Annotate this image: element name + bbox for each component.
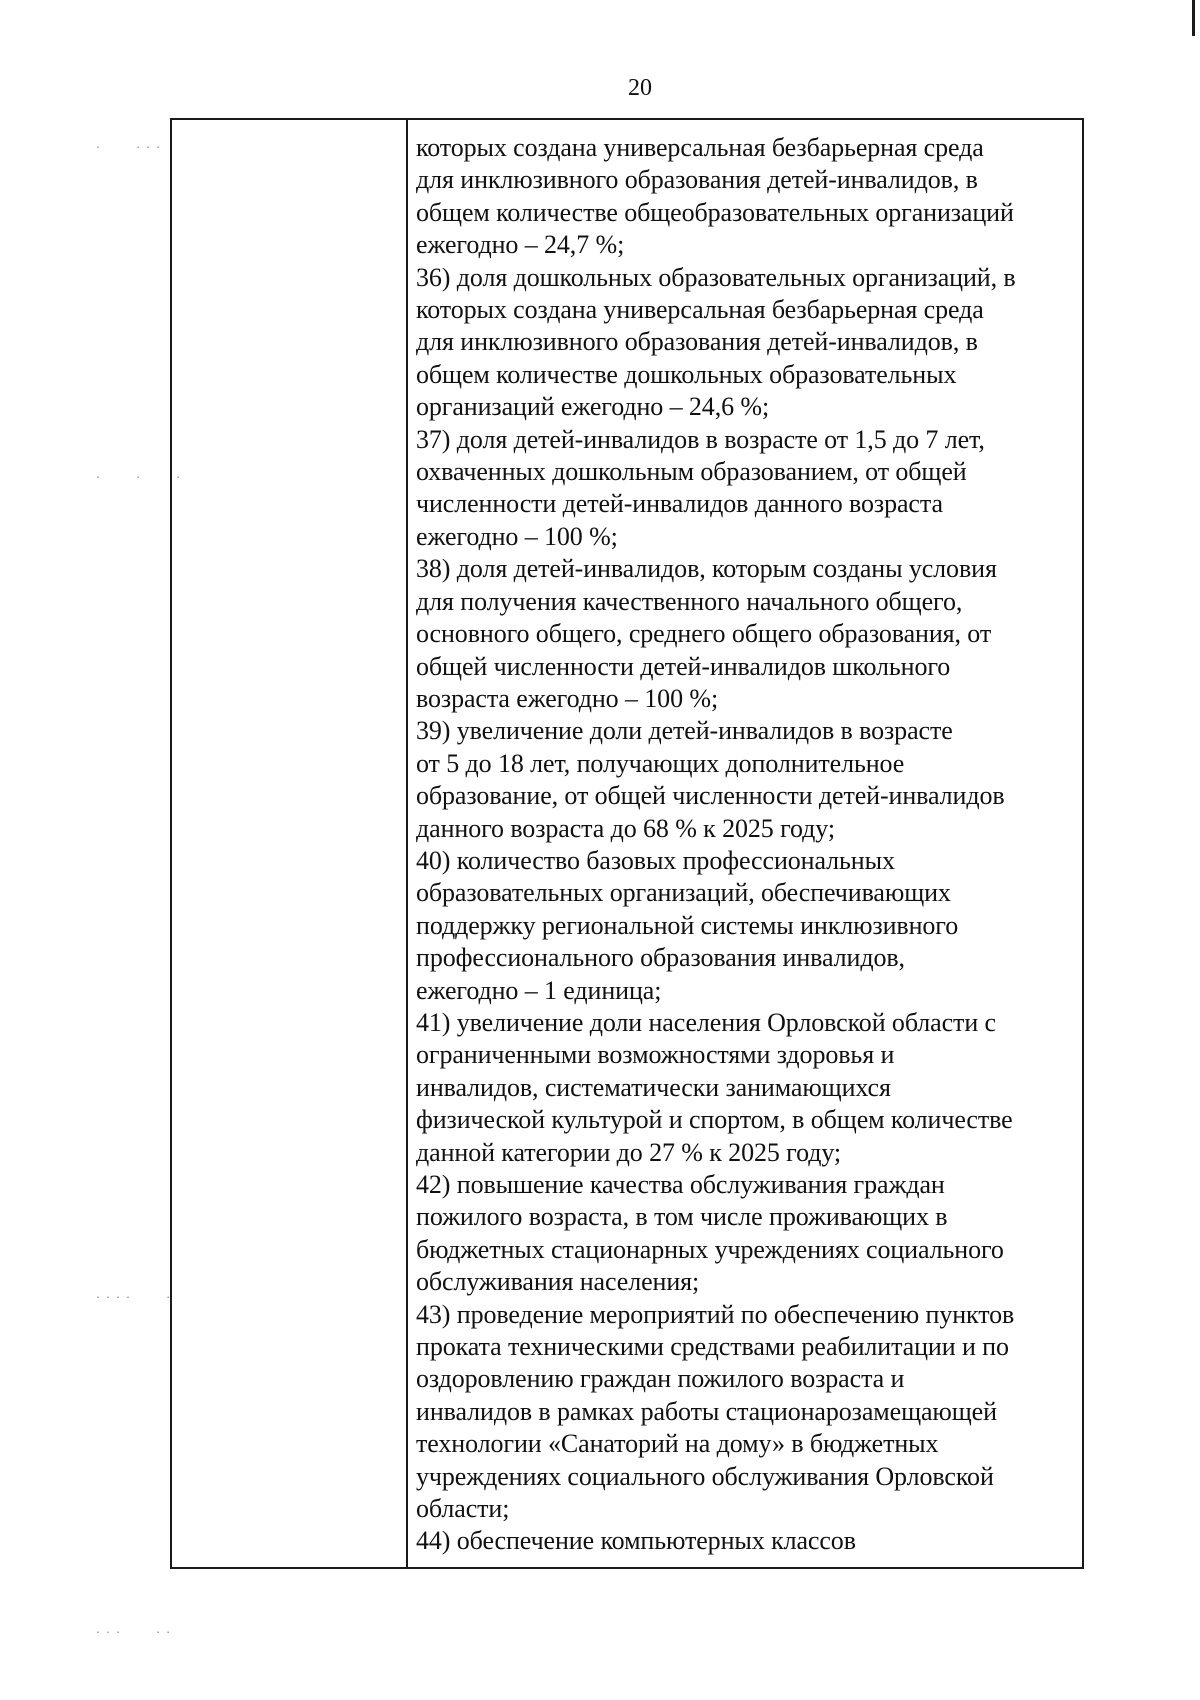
- text-line: инвалидов, систематически занимающихся: [416, 1072, 891, 1102]
- text-line: инвалидов в рамках работы стационарозамещающей: [416, 1396, 997, 1426]
- text-line: физической культурой и спортом, в общем количестве: [416, 1105, 1013, 1135]
- text-line: 36) доля дошкольных образовательных организаций, в: [416, 262, 1016, 292]
- document-table: [170, 118, 1084, 1569]
- scan-noise-dots: ... ..: [95, 1625, 176, 1636]
- text-line: поддержку региональной системы инклюзивного: [416, 910, 959, 940]
- text-line: технологии «Санаторий на дому» в бюджетных: [416, 1429, 939, 1459]
- text-line: образование, от общей численности детей-инвалидов: [416, 781, 1005, 811]
- text-line: возраста ежегодно – 100 %;: [416, 683, 719, 713]
- text-line: 43) проведение мероприятий по обеспечению пунктов: [416, 1299, 1015, 1329]
- text-line: области;: [416, 1494, 510, 1524]
- text-line: ежегодно – 1 единица;: [416, 975, 662, 1005]
- text-line: для инклюзивного образования детей-инвалидов, в: [416, 165, 978, 195]
- text-line: основного общего, среднего общего образования, от: [416, 619, 992, 649]
- text-line: профессионального образования инвалидов,: [416, 943, 905, 973]
- text-line: от 5 до 18 лет, получающих дополнительное: [416, 748, 905, 778]
- table-left-column: [172, 120, 408, 1567]
- text-line: оздоровлению граждан пожилого возраста и: [416, 1364, 905, 1394]
- text-line: 39) увеличение доли детей-инвалидов в возрасте: [416, 716, 953, 746]
- scan-edge-mark: [1192, 0, 1195, 36]
- text-line: охваченных дошкольным образованием, от общей: [416, 457, 967, 487]
- text-line: образовательных организаций, обеспечивающих: [416, 878, 951, 908]
- text-line: учреждениях социального обслуживания Орловской: [416, 1461, 994, 1491]
- text-line: данной категории до 27 % к 2025 году;: [416, 1137, 842, 1167]
- text-line: 42) повышение качества обслуживания граждан: [416, 1170, 945, 1199]
- text-line: 41) увеличение доли населения Орловской области с: [416, 1007, 996, 1037]
- text-line: которых создана универсальная безбарьерная среда: [416, 295, 984, 325]
- text-line: обслуживания населения;: [416, 1267, 700, 1297]
- page-number: 20: [628, 75, 652, 101]
- text-line: ограниченными возможностями здоровья и: [416, 1040, 895, 1070]
- text-line: для получения качественного начального общего,: [416, 586, 963, 616]
- text-line: 44) обеспечение компьютерных классов: [416, 1526, 856, 1556]
- text-line: ежегодно – 100 %;: [416, 521, 618, 551]
- scan-noise-dots: .... .: [95, 1290, 176, 1301]
- table-right-column: [408, 120, 1082, 1567]
- text-line: организаций ежегодно – 24,6 %;: [416, 392, 770, 422]
- text-line: 38) доля детей-инвалидов, которым созданы условия: [416, 554, 997, 584]
- text-line: пожилого возраста, в том числе проживающих в: [416, 1202, 948, 1232]
- text-line: бюджетных стационарных учреждениях социального: [416, 1234, 1004, 1264]
- text-line: данного возраста до 68 % к 2025 году;: [416, 813, 835, 843]
- scan-noise-dots: . ...: [95, 140, 166, 151]
- text-line: 37) доля детей-инвалидов в возрасте от 1,5 до 7 лет,: [416, 424, 985, 454]
- text-line: общем количестве дошкольных образовательных: [416, 359, 957, 389]
- text-line: общей численности детей-инвалидов школьного: [416, 651, 951, 681]
- text-line: общем количестве общеобразовательных организаций: [416, 197, 1014, 227]
- scan-noise-dots: . . .: [95, 470, 186, 481]
- text-line: которых создана универсальная безбарьерная среда: [416, 133, 984, 162]
- text-line: численности детей-инвалидов данного возраста: [416, 489, 943, 519]
- text-line: для инклюзивного образования детей-инвалидов, в: [416, 327, 978, 357]
- text-line: проката техническими средствами реабилитации и по: [416, 1332, 1009, 1362]
- text-line: ежегодно – 24,7 %;: [416, 230, 625, 260]
- text-line: 40) количество базовых профессиональных: [416, 845, 895, 875]
